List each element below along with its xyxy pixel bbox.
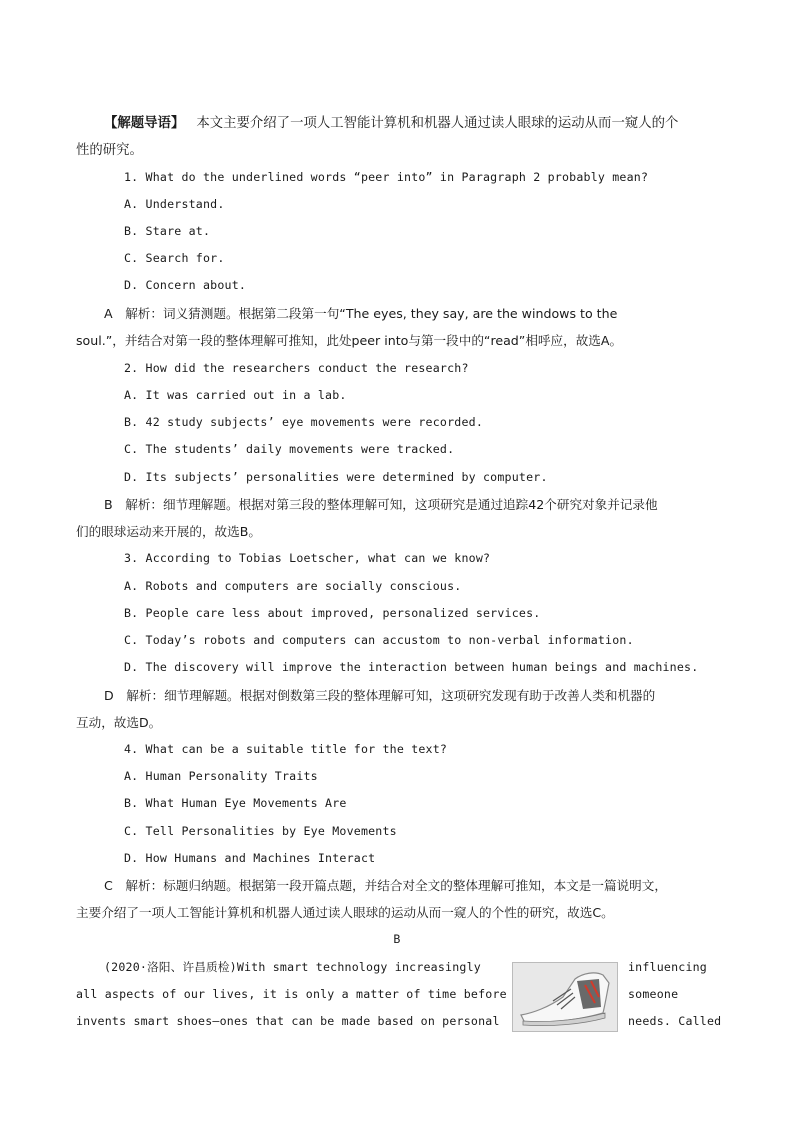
question-4-stem: 4. What can be a suitable title for the text? [124,742,448,756]
question-1-answer-line-2: soul.”，并结合对第一段的整体理解可推知，此处peer into与第一段中的“read”相呼应，故选A。 [76,333,623,348]
question-4-option-a: A. Human Personality Traits [124,769,318,783]
question-3-option-a: A. Robots and computers are socially conscious. [124,579,462,593]
section-b-line-1-right: influencing [628,960,707,974]
question-2-answer-line-1: B 解析：细节理解题。根据对第三段的整体理解可知，这项研究是通过追踪42个研究对象并记录他 [104,497,658,512]
question-1-option-c: C. Search for. [124,251,225,265]
question-2-option-d: D. Its subjects’ personalities were determined by computer. [124,470,548,484]
question-2-answer-line-2: 们的眼球运动来开展的，故选B。 [76,524,261,539]
section-b-line-2-left: all aspects of our lives, it is only a matter of time before [76,987,507,1001]
sneaker-icon [513,963,617,1031]
question-1-answer-line-1: A 解析：词义猜测题。根据第二段第一句“The eyes, they say, are the windows to the [104,306,618,321]
section-b-line-2-right: someone [628,987,679,1001]
question-2-option-c: C. The students’ daily movements were tracked. [124,442,455,456]
section-b-line-3-right: needs. Called [628,1014,722,1028]
question-3-answer-line-1: D 解析：细节理解题。根据对倒数第三段的整体理解可知，这项研究发现有助于改善人类和机器的 [104,688,656,703]
intro-line-2: 性的研究。 [76,143,143,158]
section-b-line-3-left: invents smart shoes—ones that can be made based on personal [76,1014,500,1028]
question-3-option-b: B. People care less about improved, personalized services. [124,606,541,620]
intro-text: 本文主要介绍了一项人工智能计算机和机器人通过读人眼球的运动从而一窥人的个 [196,116,679,131]
question-4-option-d: D. How Humans and Machines Interact [124,851,376,865]
question-1-option-a: A. Understand. [124,197,225,211]
question-2-option-a: A. It was carried out in a lab. [124,388,347,402]
section-b-line-1-left: (2020·洛阳、许昌质检)With smart technology increasingly [104,960,481,974]
question-3-option-c: C. Today’s robots and computers can accustom to non-verbal information. [124,633,634,647]
question-3-option-d: D. The discovery will improve the interaction between human beings and machines. [124,660,699,674]
question-4-option-c: C. Tell Personalities by Eye Movements [124,824,397,838]
question-3-answer-line-2: 互动，故选D。 [76,715,162,730]
intro-tag: 【解题导语】 [104,116,185,131]
question-2-stem: 2. How did the researchers conduct the research? [124,361,469,375]
question-1-option-b: B. Stare at. [124,224,211,238]
section-b-heading: B [393,932,401,946]
question-4-answer-line-1: C 解析：标题归纳题。根据第一段开篇点题，并结合对全文的整体理解可推知，本文是一篇说明文， [104,878,667,893]
question-1-stem: 1. What do the underlined words “peer into” in Paragraph 2 probably mean? [124,170,649,184]
question-3-stem: 3. According to Tobias Loetscher, what can we know? [124,551,491,565]
intro-line-1 [76,110,718,137]
question-1-option-d: D. Concern about. [124,278,247,292]
question-4-option-b: B. What Human Eye Movements Are [124,796,347,810]
question-4-answer-line-2: 主要介绍了一项人工智能计算机和机器人通过读人眼球的运动从而一窥人的个性的研究，故选C。 [76,905,614,920]
sneaker-photo [512,962,618,1032]
question-2-option-b: B. 42 study subjects’ eye movements were recorded. [124,415,484,429]
